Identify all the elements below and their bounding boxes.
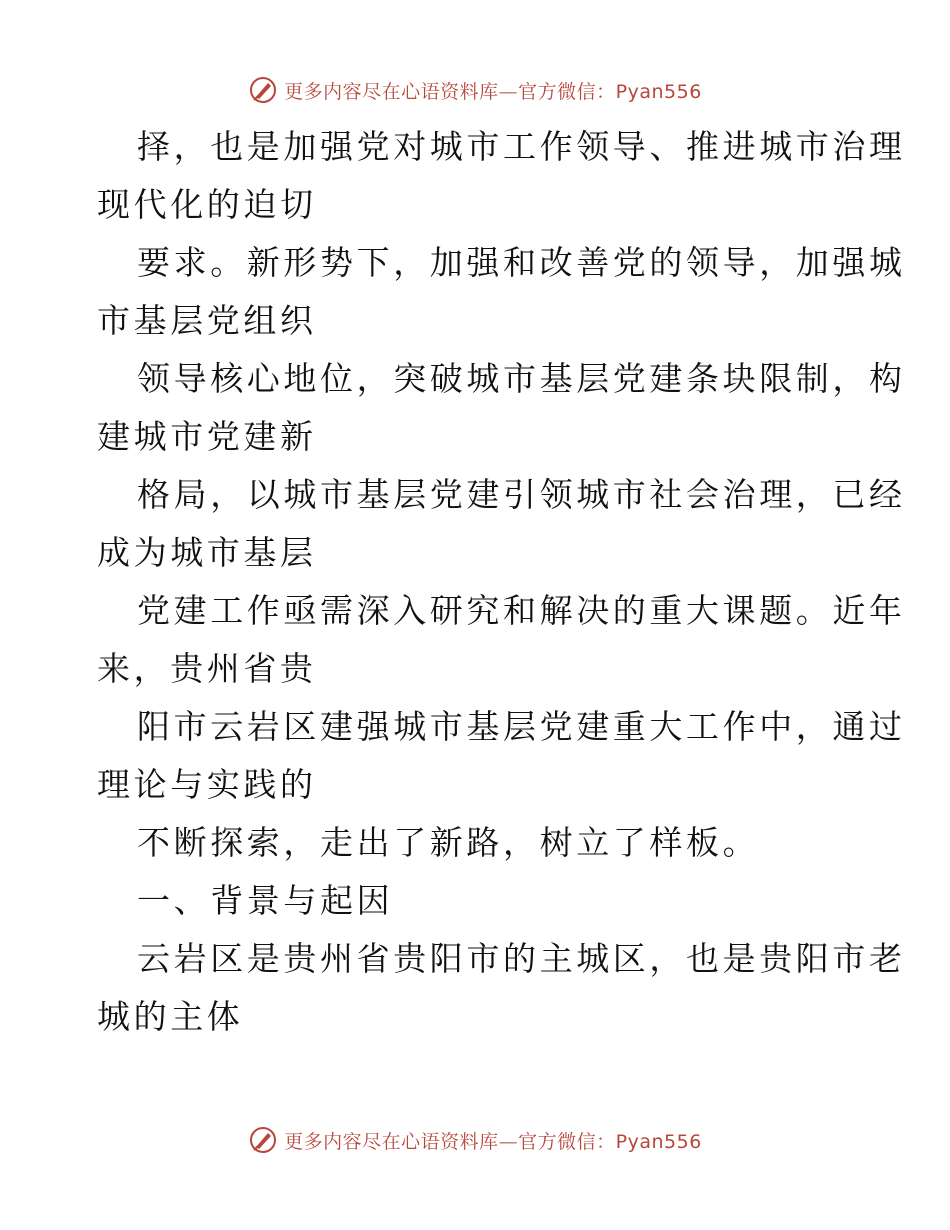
watermark-contact-text: 官方微信：Pyan556 [518,80,702,103]
text-line: 领导核心地位，突破城市基层党建条块限制，构 [137,359,906,398]
watermark-contact-text: 官方微信：Pyan556 [518,1130,702,1153]
watermark-brand-text: 更多内容尽在心语资料库 [284,80,499,103]
text-line: 择，也是加强党对城市工作领导、推进城市治理 [137,127,906,166]
text-line: 要求。新形势下，加强和改善党的领导，加强城 [137,243,906,282]
watermark-separator: — [498,1130,519,1153]
text-line: 格局，以城市基层党建引领城市社会治理，已经 [137,475,906,514]
text-line: 来，贵州省贵 [97,649,317,688]
text-line: 党建工作亟需深入研究和解决的重大课题。近年 [137,591,906,630]
text-line: 城的主体 [97,997,244,1036]
watermark-separator: — [498,80,519,103]
text-line: 市基层党组织 [97,301,317,340]
quill-pen-logo-icon [248,1125,278,1155]
text-line: 成为城市基层 [97,533,317,572]
text-line: 不断探索，走出了新路，树立了样板。 [137,823,760,862]
text-line: 理论与实践的 [97,765,317,804]
header-watermark [0,70,950,110]
watermark-brand-text: 更多内容尽在心语资料库 [284,1130,499,1153]
text-line: 云岩区是贵州省贵阳市的主城区，也是贵阳市老 [137,939,906,978]
text-line: 建城市党建新 [97,417,317,456]
document-body [97,118,906,1046]
text-line: 一、背景与起因 [137,881,394,920]
text-line: 阳市云岩区建强城市基层党建重大工作中，通过 [137,707,906,746]
quill-pen-logo-icon [248,75,278,105]
text-line: 现代化的迫切 [97,185,317,224]
footer-watermark [0,1120,950,1160]
